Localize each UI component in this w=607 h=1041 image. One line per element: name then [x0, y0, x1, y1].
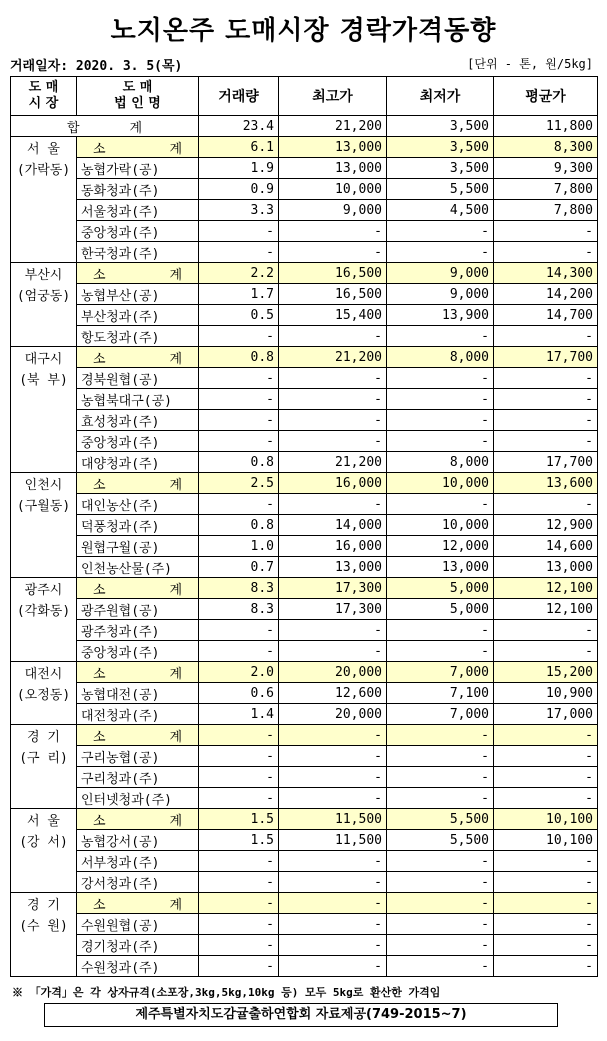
- header-max: 최고가: [279, 77, 387, 116]
- corp-name: 수원원협(공): [77, 914, 199, 935]
- cell-max: 11,500: [279, 809, 387, 830]
- cell-min: 9,000: [387, 263, 494, 284]
- cell-min: 3,500: [387, 158, 494, 179]
- cell-avg: 7,800: [494, 179, 598, 200]
- subtotal-row: [11, 347, 598, 368]
- cell-max: 20,000: [279, 662, 387, 683]
- cell-volume: -: [199, 935, 279, 956]
- cell-avg: -: [494, 368, 598, 389]
- cell-volume: 1.5: [199, 830, 279, 851]
- corp-name: 농협가락(공): [77, 158, 199, 179]
- total-max: 21,200: [279, 116, 387, 137]
- cell-min: 3,500: [387, 137, 494, 158]
- cell-avg: 14,200: [494, 284, 598, 305]
- subtotal-row: [11, 263, 598, 284]
- cell-avg: 10,900: [494, 683, 598, 704]
- cell-volume: 0.7: [199, 557, 279, 578]
- price-table: [10, 76, 598, 977]
- cell-volume: 8.3: [199, 599, 279, 620]
- cell-max: 16,500: [279, 263, 387, 284]
- cell-volume: -: [199, 767, 279, 788]
- table-row: [11, 305, 598, 326]
- cell-max: -: [279, 368, 387, 389]
- corp-name: 서울청과(주): [77, 200, 199, 221]
- corp-name: 덕풍청과(주): [77, 515, 199, 536]
- cell-max: 16,000: [279, 536, 387, 557]
- corp-name: 인천농산물(주): [77, 557, 199, 578]
- corp-name: 경기청과(주): [77, 935, 199, 956]
- cell-avg: 10,100: [494, 830, 598, 851]
- cell-min: 5,500: [387, 830, 494, 851]
- corp-name: 농협대전(공): [77, 683, 199, 704]
- table-row: [11, 494, 598, 515]
- corp-name: 경북원협(공): [77, 368, 199, 389]
- cell-avg: -: [494, 410, 598, 431]
- subtotal-row: [11, 473, 598, 494]
- cell-min: 8,000: [387, 452, 494, 473]
- table-row: [11, 158, 598, 179]
- table-row: [11, 242, 598, 263]
- corp-name: 광주원협(공): [77, 599, 199, 620]
- cell-volume: -: [199, 914, 279, 935]
- cell-volume: -: [199, 242, 279, 263]
- cell-max: 21,200: [279, 347, 387, 368]
- subtotal-label: 소 계: [77, 137, 199, 158]
- cell-min: -: [387, 788, 494, 809]
- table-row: [11, 515, 598, 536]
- cell-volume: -: [199, 851, 279, 872]
- cell-avg: -: [494, 893, 598, 914]
- cell-min: -: [387, 494, 494, 515]
- cell-min: -: [387, 389, 494, 410]
- cell-min: -: [387, 242, 494, 263]
- cell-volume: -: [199, 620, 279, 641]
- subtotal-label: 소 계: [77, 893, 199, 914]
- cell-volume: 1.5: [199, 809, 279, 830]
- cell-volume: 6.1: [199, 137, 279, 158]
- cell-min: -: [387, 620, 494, 641]
- cell-min: -: [387, 914, 494, 935]
- cell-avg: 14,600: [494, 536, 598, 557]
- table-row: [11, 179, 598, 200]
- corp-name: 수원청과(주): [77, 956, 199, 977]
- table-row: [11, 620, 598, 641]
- corp-name: 부산청과(주): [77, 305, 199, 326]
- cell-max: 13,000: [279, 158, 387, 179]
- cell-max: -: [279, 431, 387, 452]
- cell-max: 13,000: [279, 137, 387, 158]
- cell-avg: -: [494, 851, 598, 872]
- cell-volume: 1.0: [199, 536, 279, 557]
- cell-max: 15,400: [279, 305, 387, 326]
- table-row: [11, 410, 598, 431]
- corp-name: 중앙청과(주): [77, 221, 199, 242]
- cell-max: -: [279, 221, 387, 242]
- cell-max: -: [279, 410, 387, 431]
- cell-min: -: [387, 893, 494, 914]
- market-name: 서 울 (가락동): [11, 137, 77, 263]
- cell-min: -: [387, 221, 494, 242]
- cell-volume: 0.8: [199, 452, 279, 473]
- cell-min: 8,000: [387, 347, 494, 368]
- corp-name: 항도청과(주): [77, 326, 199, 347]
- corp-name: 대양청과(주): [77, 452, 199, 473]
- market-name: 경 기 (수 원): [11, 893, 77, 977]
- cell-avg: -: [494, 494, 598, 515]
- cell-avg: -: [494, 725, 598, 746]
- cell-max: -: [279, 956, 387, 977]
- cell-min: -: [387, 767, 494, 788]
- table-row: [11, 200, 598, 221]
- cell-min: 5,500: [387, 179, 494, 200]
- corp-name: 강서청과(주): [77, 872, 199, 893]
- cell-max: 10,000: [279, 179, 387, 200]
- subtotal-label: 소 계: [77, 263, 199, 284]
- cell-min: -: [387, 956, 494, 977]
- cell-max: -: [279, 620, 387, 641]
- cell-min: 5,000: [387, 578, 494, 599]
- cell-min: 13,000: [387, 557, 494, 578]
- cell-volume: -: [199, 956, 279, 977]
- trade-date: 거래일자: 2020. 3. 5(목): [10, 59, 183, 74]
- cell-max: 9,000: [279, 200, 387, 221]
- cell-avg: 14,700: [494, 305, 598, 326]
- cell-avg: -: [494, 641, 598, 662]
- cell-max: 17,300: [279, 578, 387, 599]
- table-row: [11, 221, 598, 242]
- corp-name: 한국청과(주): [77, 242, 199, 263]
- footnote: ※ 「가격」은 각 상자규격(소포장,3kg,5kg,10kg 등) 모두 5kg로 환산한 가격임: [12, 986, 441, 999]
- cell-volume: 1.7: [199, 284, 279, 305]
- cell-max: 16,000: [279, 473, 387, 494]
- unit-label: [단위 - 톤, 원/5kg]: [467, 57, 593, 71]
- cell-max: -: [279, 389, 387, 410]
- subtotal-row: [11, 578, 598, 599]
- corp-name: 동화청과(주): [77, 179, 199, 200]
- cell-avg: -: [494, 389, 598, 410]
- corp-name: 농협북대구(공): [77, 389, 199, 410]
- cell-min: 4,500: [387, 200, 494, 221]
- cell-min: -: [387, 935, 494, 956]
- cell-avg: 14,300: [494, 263, 598, 284]
- cell-volume: 0.9: [199, 179, 279, 200]
- table-row: [11, 389, 598, 410]
- corp-name: 원협구월(공): [77, 536, 199, 557]
- subtotal-row: [11, 893, 598, 914]
- market-name: 대전시 (오정동): [11, 662, 77, 725]
- corp-name: 서부청과(주): [77, 851, 199, 872]
- corp-name: 중앙청과(주): [77, 431, 199, 452]
- cell-volume: -: [199, 641, 279, 662]
- corp-name: 농협부산(공): [77, 284, 199, 305]
- total-volume: 23.4: [199, 116, 279, 137]
- header-region: 도 매 시 장: [11, 77, 77, 116]
- table-row: [11, 956, 598, 977]
- cell-volume: 1.9: [199, 158, 279, 179]
- cell-min: 12,000: [387, 536, 494, 557]
- cell-avg: 9,300: [494, 158, 598, 179]
- market-name: 경 기 (구 리): [11, 725, 77, 809]
- cell-volume: -: [199, 410, 279, 431]
- cell-avg: -: [494, 221, 598, 242]
- page-title: 노지온주 도매시장 경락가격동향: [110, 16, 497, 46]
- cell-max: -: [279, 788, 387, 809]
- cell-min: 5,000: [387, 599, 494, 620]
- cell-avg: 13,000: [494, 557, 598, 578]
- corp-name: 대전청과(주): [77, 704, 199, 725]
- cell-max: -: [279, 641, 387, 662]
- market-name: 부산시 (엄궁동): [11, 263, 77, 347]
- cell-volume: -: [199, 221, 279, 242]
- cell-avg: 8,300: [494, 137, 598, 158]
- info-row: [10, 55, 597, 73]
- table-row: [11, 851, 598, 872]
- table-row: [11, 536, 598, 557]
- cell-avg: -: [494, 746, 598, 767]
- corp-name: 대인농산(주): [77, 494, 199, 515]
- total-row: [11, 116, 598, 137]
- cell-volume: 1.4: [199, 704, 279, 725]
- total-label: 합 계: [11, 116, 199, 137]
- corp-name: 효성청과(주): [77, 410, 199, 431]
- header-row: [11, 77, 598, 116]
- total-avg: 11,800: [494, 116, 598, 137]
- cell-max: -: [279, 914, 387, 935]
- cell-max: 21,200: [279, 452, 387, 473]
- table-row: [11, 431, 598, 452]
- corp-name: 광주청과(주): [77, 620, 199, 641]
- subtotal-label: 소 계: [77, 809, 199, 830]
- cell-volume: -: [199, 368, 279, 389]
- cell-max: -: [279, 326, 387, 347]
- corp-name: 농협강서(공): [77, 830, 199, 851]
- cell-volume: -: [199, 893, 279, 914]
- cell-volume: 0.5: [199, 305, 279, 326]
- cell-min: -: [387, 641, 494, 662]
- cell-volume: -: [199, 389, 279, 410]
- cell-volume: -: [199, 872, 279, 893]
- table-row: [11, 683, 598, 704]
- subtotal-row: [11, 725, 598, 746]
- cell-min: 7,100: [387, 683, 494, 704]
- cell-min: -: [387, 872, 494, 893]
- table-row: [11, 557, 598, 578]
- cell-min: -: [387, 326, 494, 347]
- cell-avg: -: [494, 935, 598, 956]
- cell-min: 5,500: [387, 809, 494, 830]
- table-row: [11, 368, 598, 389]
- cell-avg: 17,700: [494, 347, 598, 368]
- cell-avg: 13,600: [494, 473, 598, 494]
- cell-avg: 12,100: [494, 599, 598, 620]
- corp-name: 구리청과(주): [77, 767, 199, 788]
- cell-max: 13,000: [279, 557, 387, 578]
- cell-avg: -: [494, 788, 598, 809]
- cell-min: -: [387, 746, 494, 767]
- header-avg: 평균가: [494, 77, 598, 116]
- cell-volume: -: [199, 494, 279, 515]
- market-name: 인천시 (구월동): [11, 473, 77, 578]
- cell-volume: 2.2: [199, 263, 279, 284]
- table-row: [11, 830, 598, 851]
- cell-max: -: [279, 893, 387, 914]
- cell-min: -: [387, 725, 494, 746]
- cell-max: -: [279, 494, 387, 515]
- subtotal-row: [11, 137, 598, 158]
- header-corp: 도 매 법 인 명: [77, 77, 199, 116]
- cell-avg: -: [494, 956, 598, 977]
- table-row: [11, 935, 598, 956]
- table-row: [11, 452, 598, 473]
- cell-min: 7,000: [387, 704, 494, 725]
- cell-volume: -: [199, 788, 279, 809]
- cell-min: 7,000: [387, 662, 494, 683]
- cell-avg: -: [494, 326, 598, 347]
- cell-max: -: [279, 242, 387, 263]
- cell-max: 11,500: [279, 830, 387, 851]
- market-name: 서 울 (강 서): [11, 809, 77, 893]
- cell-volume: 3.3: [199, 200, 279, 221]
- subtotal-label: 소 계: [77, 473, 199, 494]
- market-name: 광주시 (각화동): [11, 578, 77, 662]
- cell-avg: 7,800: [494, 200, 598, 221]
- cell-volume: 0.6: [199, 683, 279, 704]
- market-name: 대구시 (북 부): [11, 347, 77, 473]
- cell-avg: 10,100: [494, 809, 598, 830]
- cell-volume: -: [199, 725, 279, 746]
- cell-max: 17,300: [279, 599, 387, 620]
- total-min: 3,500: [387, 116, 494, 137]
- corp-name: 구리농협(공): [77, 746, 199, 767]
- subtotal-label: 소 계: [77, 662, 199, 683]
- cell-avg: -: [494, 620, 598, 641]
- cell-volume: -: [199, 431, 279, 452]
- table-row: [11, 914, 598, 935]
- cell-avg: 17,000: [494, 704, 598, 725]
- cell-avg: -: [494, 242, 598, 263]
- cell-max: 14,000: [279, 515, 387, 536]
- cell-volume: 2.5: [199, 473, 279, 494]
- cell-avg: 17,700: [494, 452, 598, 473]
- cell-max: -: [279, 725, 387, 746]
- cell-max: -: [279, 872, 387, 893]
- cell-volume: -: [199, 746, 279, 767]
- cell-volume: 8.3: [199, 578, 279, 599]
- cell-avg: -: [494, 431, 598, 452]
- subtotal-row: [11, 662, 598, 683]
- table-row: [11, 746, 598, 767]
- header-min: 최저가: [387, 77, 494, 116]
- cell-max: -: [279, 851, 387, 872]
- cell-min: 9,000: [387, 284, 494, 305]
- cell-volume: -: [199, 326, 279, 347]
- cell-max: 12,600: [279, 683, 387, 704]
- cell-avg: 15,200: [494, 662, 598, 683]
- cell-min: 13,900: [387, 305, 494, 326]
- cell-avg: -: [494, 914, 598, 935]
- table-row: [11, 704, 598, 725]
- header-volume: 거래량: [199, 77, 279, 116]
- table-row: [11, 872, 598, 893]
- cell-volume: 2.0: [199, 662, 279, 683]
- cell-avg: 12,900: [494, 515, 598, 536]
- cell-avg: -: [494, 872, 598, 893]
- cell-min: -: [387, 851, 494, 872]
- cell-max: 16,500: [279, 284, 387, 305]
- subtotal-label: 소 계: [77, 578, 199, 599]
- table-row: [11, 326, 598, 347]
- subtotal-label: 소 계: [77, 347, 199, 368]
- cell-min: 10,000: [387, 515, 494, 536]
- table-row: [11, 788, 598, 809]
- table-row: [11, 767, 598, 788]
- subtotal-row: [11, 809, 598, 830]
- cell-min: 10,000: [387, 473, 494, 494]
- corp-name: 인터넷청과(주): [77, 788, 199, 809]
- source-box: 제주특별자치도감귤출하연합회 자료제공(749-2015~7): [44, 1003, 558, 1027]
- table-row: [11, 599, 598, 620]
- cell-min: -: [387, 431, 494, 452]
- table-row: [11, 641, 598, 662]
- cell-max: -: [279, 746, 387, 767]
- cell-volume: 0.8: [199, 347, 279, 368]
- corp-name: 중앙청과(주): [77, 641, 199, 662]
- table-row: [11, 284, 598, 305]
- cell-avg: -: [494, 767, 598, 788]
- cell-max: 20,000: [279, 704, 387, 725]
- cell-min: -: [387, 410, 494, 431]
- subtotal-label: 소 계: [77, 725, 199, 746]
- cell-volume: 0.8: [199, 515, 279, 536]
- cell-max: -: [279, 935, 387, 956]
- cell-min: -: [387, 368, 494, 389]
- cell-max: -: [279, 767, 387, 788]
- cell-avg: 12,100: [494, 578, 598, 599]
